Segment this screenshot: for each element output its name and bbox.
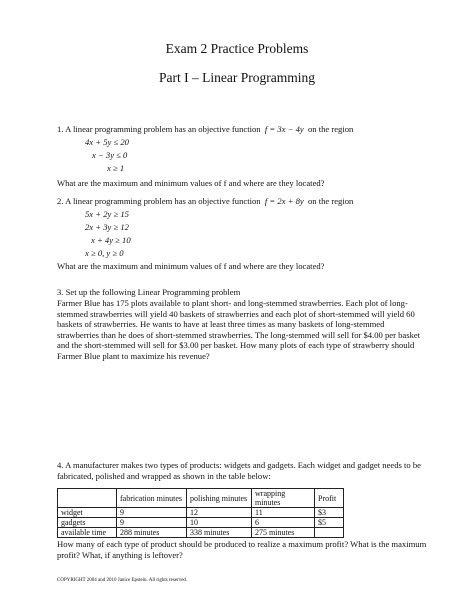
table-row: [58, 528, 344, 538]
exam-title: Exam 2 Practice Problems: [165, 41, 309, 56]
table-row: [58, 508, 344, 518]
q2-constraint-4: x ≥ 0, y ≥ 0: [85, 248, 124, 258]
table-cell: 10: [187, 518, 252, 528]
table-cell: 12: [187, 508, 252, 518]
table-header-cell: wrapping minutes: [252, 489, 315, 508]
q2-constraint-2: 2x + 3y ≥ 12: [85, 222, 129, 232]
part-title: Part I – Linear Programming: [159, 70, 315, 85]
q4-intro: 4. A manufacturer makes two types of products: widgets and gadgets. Each widget and gadget needs to be fabricated, polished and wrapped as shown in the table below:: [57, 460, 421, 481]
q4-question: How many of each type of product should be produced to realize a maximum profit? What is the maximum profit? What, if anything is leftover?: [57, 539, 427, 560]
table-header-cell: polishing minutes: [187, 489, 252, 508]
table-row: [58, 518, 344, 528]
q2-constraint-3: x + 4y ≥ 10: [91, 235, 131, 245]
q2-objective-function: f = 2x + 8y: [264, 196, 304, 206]
table-cell: $5: [315, 518, 344, 528]
q1-intro: 1. A linear programming problem has an objective function f = 3x − 4y on the region: [57, 124, 354, 134]
production-table: [57, 488, 344, 538]
table-header-cell: Profit: [315, 489, 344, 508]
table-header-cell: [58, 489, 117, 508]
q2-question: What are the maximum and minimum values of f and where are they located?: [57, 261, 325, 271]
q1-question: What are the maximum and minimum values of f and where are they located?: [57, 178, 325, 188]
table-cell: widget: [58, 508, 117, 518]
table-cell: 338 minutes: [187, 528, 252, 538]
q2-constraint-1: 5x + 2y ≥ 15: [85, 209, 129, 219]
table-cell: 9: [117, 508, 187, 518]
table-cell: 275 minutes: [252, 528, 315, 538]
table-cell: 6: [252, 518, 315, 528]
q1-constraint-3: x ≥ 1: [107, 163, 125, 173]
q1-objective-function: f = 3x − 4y: [264, 124, 304, 134]
table-cell: available time: [58, 528, 117, 538]
q1-constraint-1: 4x + 5y ≤ 20: [85, 137, 129, 147]
table-cell: 9: [117, 518, 187, 528]
q3-heading: 3. Set up the following Linear Programming problem: [57, 287, 241, 297]
copyright-footer: COPYRIGHT 2004 and 2010 Janice Epstein. All rights reserved.: [57, 578, 188, 583]
table-cell: gadgets: [58, 518, 117, 528]
q2-intro: 2. A linear programming problem has an objective function f = 2x + 8y on the region: [57, 196, 354, 206]
q1-constraint-2: x − 3y ≤ 0: [92, 150, 128, 160]
table-cell: 288 minutes: [117, 528, 187, 538]
table-header-row: [58, 489, 344, 508]
q3-body: Farmer Blue has 175 plots available to plant short- and long-stemmed strawberries. Each plot of long-stemmed strawberries will yield 40 baskets of strawberries and each plot of short-stemmed will yield 60 baskets of strawberries. He wants to have at least three times as many baskets of long-stemmed strawberries than he does of short-stemmed strawberries. The long-stemmed will sell for $4.00 per basket and the short-stemmed will sell for $3.00 per basket. How many plots of each type of strawberry should Farmer Blue plant to maximize his revenue?: [57, 298, 421, 361]
table-cell: 11: [252, 508, 315, 518]
table-header-cell: fabrication minutes: [117, 489, 187, 508]
table-cell: [315, 528, 344, 538]
table-cell: $3: [315, 508, 344, 518]
